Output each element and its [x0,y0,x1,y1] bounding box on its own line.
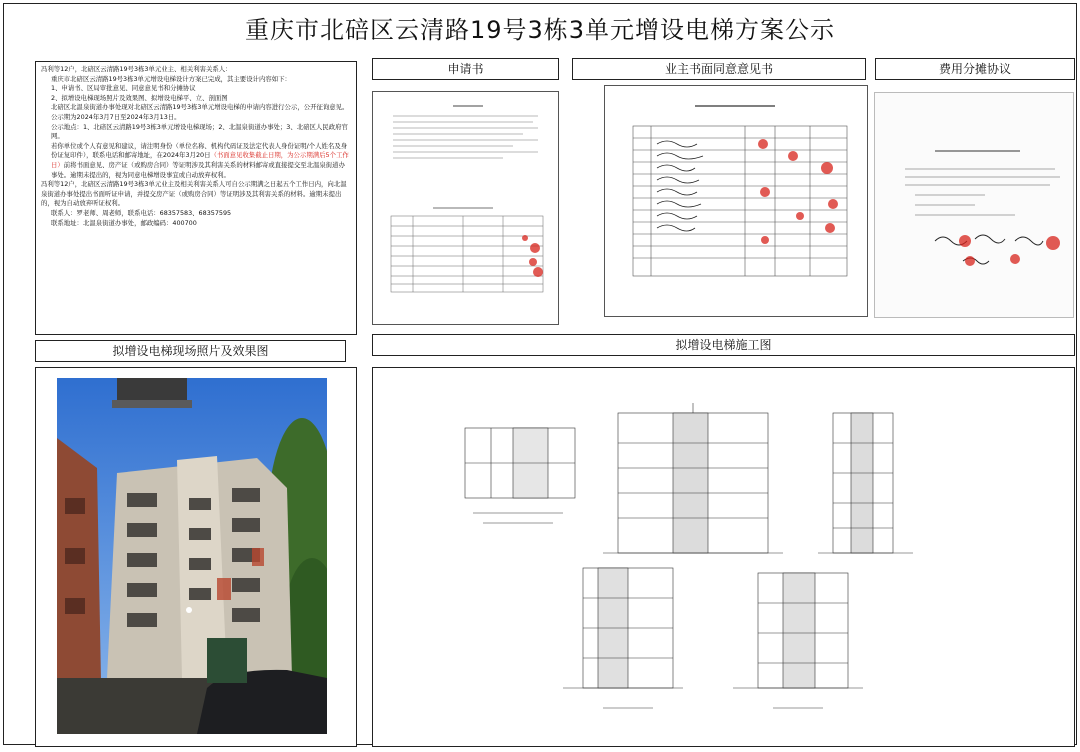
construction-drawings-svg [373,368,1076,748]
section-drawing-1 [563,568,683,708]
application-document-image [372,91,559,325]
announcement-board [3,3,1077,745]
application-document-svg [373,92,559,325]
construction-label: 拟增设电梯施工图 [372,334,1075,356]
notice-paragraph-4: 冯利等12户，北碚区云清路19号3栋3单元业主及相关利害关系人可自公示期满之日起五个工作日内，向北温泉街道办事处提出书面听证申请，并提交房产证（或购房合同）等证明涉及其利害关系的材料。逾期未提出的，视为自动放弃听证权利。 [41,180,347,208]
elevation-drawing-2 [818,413,913,553]
notice-paragraph-1: 北碚区北温泉街道办事处现对北碚区云清路19号3栋3单元增设电梯的申请内容进行公示，公开征询意见。公示期为2024年3月7日至2024年3月13日。 [51,103,349,121]
page-title: 重庆市北碚区云清路19号3栋3单元增设电梯方案公示 [244,16,836,44]
consent-document-image [604,85,868,317]
notice-contact: 联系人：罗老师、周老师，联系电话：68357583、68357595 [51,208,232,217]
deadline-highlight: （书面意见收集截止日期，为公示期满后5个工作日） [51,151,349,169]
application-label: 申请书 [372,58,559,80]
elevation-drawing-1 [603,403,783,553]
section-drawing-2 [733,573,863,708]
cost-share-document-svg [875,93,1074,318]
consent-label: 业主书面同意意见书 [572,58,866,80]
notice-paragraph-3: 若你单位或个人有意见和建议，请注明身份（单位名称、机构代码证及法定代表人身份证明/个人姓名及身份证复印件），联系电话和邮寄地址，在2024年3月20日（书面意见收集截止日期，为公示期满后5个工作日）前将书面意见、房产证（或购房合同）等证明涉及其利害关系的材料邮寄或直接提交至北温泉街道办事处。逾期未提出的，视为同意电梯增设事宜或自动放弃权利。 [51,141,349,179]
site-photo [57,378,327,734]
photo-label: 拟增设电梯现场照片及效果图 [35,340,346,362]
notice-address: 联系地址：北温泉街道办事处，邮政编码：400700 [51,218,197,227]
notice-paragraph-2: 公示地点：1、北碚区云清路19号3栋3单元增设电梯现场；2、北温泉街道办事处；3、北碚区人民政府官网。 [51,122,348,141]
site-photo-panel [35,367,357,747]
building-photo-svg [57,378,327,734]
floor-plan-drawing [465,428,575,523]
notice-item-2: 2、拟增设电梯现场照片及效果图、拟增设电梯平、立、剖面图 [51,93,228,102]
notice-greeting: 冯利等12户，北碚区云清路19号3栋3单元业主、相关利害关系人： [41,65,232,73]
cost-share-document-image [874,92,1074,318]
notice-text-panel [35,61,357,335]
cost-share-label: 费用分摊协议 [875,58,1075,80]
notice-item-1: 1、申请书、区局审批意见、同意意见书和分摊协议 [51,84,196,93]
consent-document-svg [605,86,868,317]
notice-intro: 重庆市北碚区云清路19号3栋3单元增设电梯设计方案已完成，其主要设计内容如下： [51,74,291,83]
construction-drawings-panel [372,367,1075,747]
